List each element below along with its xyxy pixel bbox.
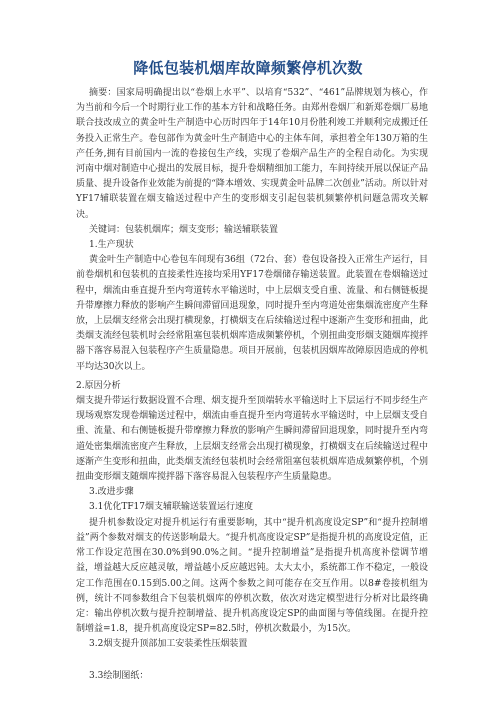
section-3-1-paragraph: 提升机参数设定对提升机运行有重要影响，其中“提升机高度设定SP”和“提升控制增益”两个参数对烟支的传送影响最大。“提升机高度设定SP”是指提升机的高度设定值，正常工作设定范围在30.0%到90.0%之间。“提升控制增益”是指提升机高度补偿调节增益，增益越大反应越灵敏，增益越小反应越迟钝。太大太小，系统都工作不稳定，一般设定工作范围在0.15到5.00之间。这两个参数之间可能存在交互作用。以8#卷接机组为例，统计不同参数组合下包装机烟库的停机次数，依次对选定模型进行分析对比最终确定：输出停机次数与提升控制增益、提升机高度设定SP的曲面图与等值线图。在提升控制增益=1.8，提升机高度设定SP=82.5时，停机次数最小，为15次。 [76, 517, 428, 635]
document-title: 降低包装机烟库故障频繁停机次数 [133, 59, 363, 77]
section-1-heading: 1.生产现状 [89, 240, 134, 251]
section-3-heading: 3.改进步骤 [89, 487, 134, 498]
section-3-3-heading: 3.3绘制图纸： [89, 670, 149, 681]
keywords-line: 关键词：包装机烟库；烟支变形；输送辅联装置 [89, 224, 279, 235]
abstract-paragraph: 摘要：国家局明确提出以“卷烟上水平”、以培育“532”、“461”品牌规划为核心，作为当前和今后一个时期行业工作的基本方针和战略任务。由郑州卷烟厂和新郑卷烟厂易地联合技改成立的黄金叶生产制造中心历时四年于14年10月份胜利竣工并顺利完成搬迁任务投入正常生产。卷包部作为黄金叶生产制造中心的主体车间，承担着全年130万箱的生产任务,拥有目前国内一流的卷接包生产线，实现了卷烟产品生产的全程自动化。为实现河南中烟对制造中心提出的发展目标，提升卷烟精细加工能力，车间持续开展以保证产品质量、提升设备作业效能为前提的“降本增效、实现黄金叶品牌二次创业”活动。所以针对YF17辅联装置在烟支输送过程中产生的变形烟支引起包装机频繁停机问题急需攻关解决。 [76, 88, 428, 220]
document-body [76, 86, 428, 684]
section-3-2-heading: 3.2烟支提升顶部加工安装柔性压烟装置 [89, 639, 248, 650]
section-1-paragraph: 黄金叶生产制造中心卷包车间现有36组（72台、套）卷包设备投入正常生产运行，目前卷烟机和包装机的直接柔性连接均采用YF17卷烟储存输送装置。此装置在卷烟输送过程中，烟流由垂直提升至内弯道转水平输送时，中上层烟支受自重、流量、和右侧链板提升带摩擦力释放的影响产生瞬间滞留回退现象，同时提升至内弯道处密集烟流密度产生释放，上层烟支经常会出现打横现象，打横烟支在后续输送过程中逐渐产生变形和扭曲，此类烟支流经包装机时会经常阻塞包装机烟库造成频繁停机，个别扭曲变形烟支随烟库搅拌器下落容易混入包装程序产生质量隐患。项目开展前，包装机因烟库故障原因造成的停机平均达30次以上。 [76, 255, 428, 372]
section-3-1-heading: 3.1优化TF17烟支辅联输送装置运行速度 [89, 502, 254, 513]
section-2-heading: 2.原因分析 [76, 380, 121, 391]
section-2-paragraph: 烟支提升带运行数据设置不合理、烟支提升至顶端转水平输送时上下层运行不同步经生产现场观察发现卷烟输送过程中，烟流由垂直提升至内弯道转水平输送时，中上层烟支受自重、流量、和右侧链板提升带摩擦力释放的影响产生瞬间滞留回退现象，同时提升至内弯道处密集烟流密度产生释放，上层烟支经常会出现打横现象，打横烟支在后续输送过程中逐渐产生变形和扭曲，此类烟支流经包装机时会经常阻塞包装机烟库造成频繁停机，个别扭曲变形烟支随烟库搅拌器下落容易混入包装程序产生质量隐患。 [76, 396, 428, 483]
